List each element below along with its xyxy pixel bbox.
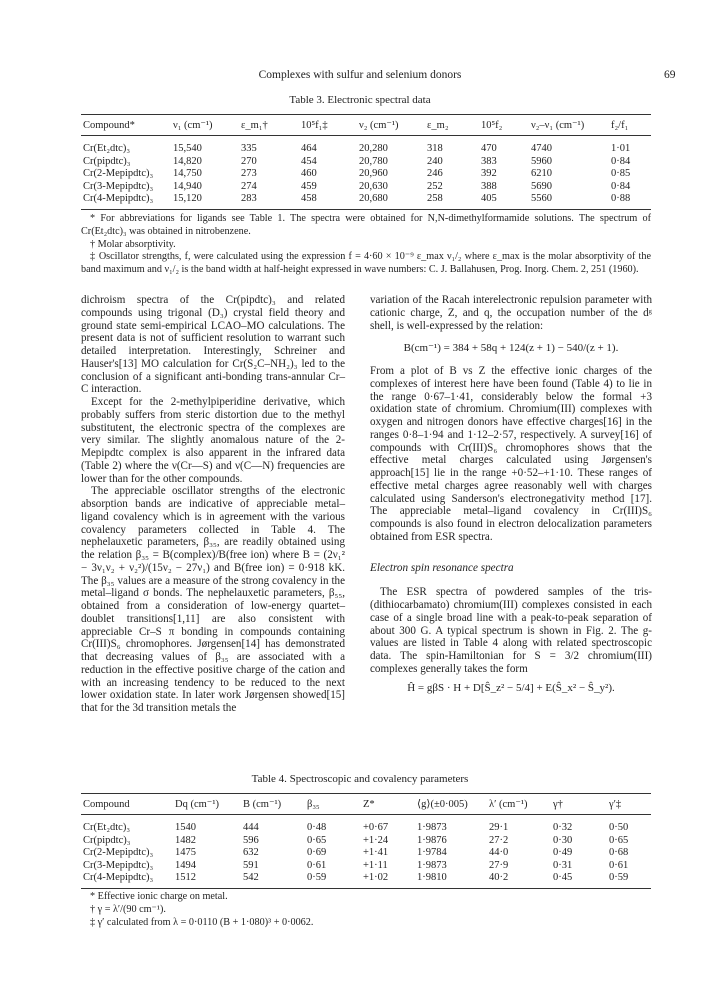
table-row (81, 181, 651, 194)
value-cell: 27·2 (489, 834, 509, 846)
value-cell: 273 (241, 168, 257, 179)
body-paragraph: variation of the Racah interelectronic repulsion parameter with cationic charge, Z, and q, the occupation number of the dᵍ shell, is well-expressed by the relation: (370, 294, 652, 332)
value-cell: 542 (243, 872, 259, 883)
value-cell: 40·2 (489, 872, 509, 883)
value-cell: 20,680 (359, 193, 388, 204)
body-paragraph: The appreciable oscillator strengths of the electronic absorption bands are indicative of appreciable metal–ligand covalency which is in agreement with the various covalency parameters collected in Table 4. The nephelauxetic parameters, β₃₅, are readily obtained using the relation β₃₅ = B(complex)/B(free ion) where B = (2ν₁² − 3ν₁ν₂ + ν₂²)/(15ν₂ − 27ν₁) and B(free ion) = 0·918 kK. The β₃₅ values are a measure of the strong covalency in the metal–ligand σ bonds. The nephelauxetic parameters, β₅₅, obtained from a consideration of low-energy quartet–doublet transitions[1,11] are also consistent with appreciable Cr–S π bonding in compounds containing Cr(III)S₆ chromophores. Jørgensen[14] has demonstrated that decreasing values of β₃₅ are associated with a reduction in the effective positive charge of the cation and with an increasing tendency to be reduced to the next lower oxidation state. In later work Jørgensen showed[15] that for the 3d transition metals the (81, 485, 345, 714)
table-row (81, 168, 651, 181)
value-cell: 405 (481, 193, 497, 204)
column-header: Z* (363, 798, 375, 810)
table4-grid (81, 793, 651, 889)
value-cell: 20,280 (359, 143, 388, 154)
value-cell: 0·65 (609, 834, 629, 846)
value-cell: 258 (427, 193, 443, 204)
table3-grid (81, 114, 651, 210)
value-cell: 1482 (175, 834, 196, 846)
table-row (81, 872, 651, 888)
table3-footnote: † Molar absorptivity. (90, 238, 176, 250)
column-header: β₃₅ (307, 798, 320, 810)
column-header: ν₁ (cm⁻¹) (173, 120, 213, 131)
column-header: γ′‡ (609, 798, 622, 810)
value-cell: +1·11 (363, 859, 388, 871)
value-cell: 44·0 (489, 847, 509, 858)
value-cell: 27·9 (489, 859, 509, 871)
table-row (81, 193, 651, 209)
value-cell: 318 (427, 143, 443, 154)
column-header: Compound* (83, 119, 135, 131)
column-header: γ† (553, 798, 563, 810)
value-cell: 1475 (175, 847, 196, 858)
value-cell: 0·48 (307, 822, 327, 833)
section-heading: Electron spin resonance spectra (370, 561, 514, 574)
value-cell: 14,940 (173, 180, 202, 192)
body-paragraph: From a plot of B vs Z the effective ionic charges of the complexes of interest here have been found (Table 4) to lie in the range 0·67–1·41, considerably below the formal +3 oxidation state of chromium. Chromium(III) complexes with oxygen and nitrogen donors have effective charges[16] in the ranges 0·8–1·94 and 1·12–2·57, respectively. A survey[16] of compounds with Cr(III)S₆ chromophores shows that the effective metal charges calculated using Jørgensen's approach[15] lie in the range +0·52–+1·10. These ranges of effective metal charges agree reasonably well with charges calculated using Sanderson's electronegativity method [17]. The appreciable metal–ligand covalency in Cr(III)S₆ compounds is also found in electron delocalization parameters obtained from ESR spectra. (370, 365, 652, 543)
value-cell: 0·50 (609, 822, 629, 833)
value-cell: 270 (241, 155, 257, 167)
value-cell: 0·61 (609, 859, 629, 871)
compound-cell: Cr(3-Mepipdtc)₃ (83, 180, 154, 192)
table4-header-row (81, 794, 651, 815)
table-row (81, 156, 651, 169)
compound-cell: Cr(pipdtc)₃ (83, 834, 131, 846)
compound-cell: Cr(4-Mepipdtc)₃ (83, 872, 154, 883)
table3-header-row (81, 115, 651, 136)
table-row (81, 815, 651, 835)
value-cell: 458 (301, 193, 317, 204)
value-cell: 1·9810 (417, 872, 447, 883)
body-paragraph: dichroism spectra of the Cr(pipdtc)₃ and related compounds using trigonal (D₃) crystal field theory and ground state semi-empirical LCAO–MO calculations. The present data is not of sufficient resolution to warrant such detailed interpretation. Interestingly, Schreiner and Hauser's[13] MO calculation for Cr(S₂C–NH₂)₃ led to the conclusion of a significant anti-bonding trans-annular Cr–C interaction. (81, 294, 345, 396)
value-cell: 246 (427, 168, 443, 179)
value-cell: 1·9784 (417, 847, 447, 858)
table4-body (81, 815, 651, 889)
table4-footnote: ‡ γ′ calculated from λ = 0·0110 (B + 1·080)³ + 0·0062. (90, 916, 314, 928)
column-header: ⟨g⟩(±0·005) (417, 799, 468, 810)
value-cell: 0·69 (307, 847, 327, 858)
value-cell: 15,120 (173, 193, 202, 204)
value-cell: 29·1 (489, 822, 509, 833)
value-cell: 0·85 (611, 168, 631, 179)
table4-footnote: * Effective ionic charge on metal. (90, 891, 228, 902)
value-cell: 459 (301, 180, 317, 192)
column-header: Dq (cm⁻¹) (175, 799, 219, 810)
table4-footnote: † γ = λ′/(90 cm⁻¹). (90, 903, 166, 915)
value-cell: 1494 (175, 859, 196, 871)
value-cell: 1·9876 (417, 834, 447, 846)
value-cell: 0·88 (611, 193, 631, 204)
value-cell: 470 (481, 143, 497, 154)
table-row (81, 136, 651, 156)
spin-hamiltonian-equation: Ĥ = gβS · H + D[Ŝ_z² − 5/4] + E(Ŝ_x² − Ŝ_y²). (407, 681, 615, 694)
table3-footnote: ‡ Oscillator strengths, f, were calculated using the expression f = 4·60 × 10⁻⁹ ε_max ν₁/₂ where ε_max is the molar absorptivity of the band maximum and ν₁/₂ is the band width at half-height expressed in wave numbers: C. J. Ballahusen, Prog. Inorg. Chem. 2, 251 (1960). (81, 251, 651, 276)
value-cell: 20,780 (359, 155, 388, 167)
value-cell: 274 (241, 180, 257, 192)
running-title: Complexes with sulfur and selenium donors (258, 69, 462, 81)
value-cell: 4740 (531, 143, 552, 154)
table-row (81, 847, 651, 860)
column-header: ε_m₂ (427, 119, 449, 131)
column-header: Compound (83, 798, 130, 810)
value-cell: +1·02 (363, 872, 389, 883)
value-cell: +0·67 (363, 822, 389, 833)
value-cell: 0·84 (611, 155, 631, 167)
column-header: f₂/f₁ (611, 119, 629, 131)
compound-cell: Cr(4-Mepipdtc)₃ (83, 193, 154, 204)
racah-equation: B(cm⁻¹) = 384 + 58q + 124(z + 1) − 540/(z + 1). (403, 342, 619, 355)
value-cell: 0·32 (553, 822, 573, 833)
value-cell: +1·24 (363, 834, 389, 846)
value-cell: 0·68 (609, 847, 629, 858)
value-cell: 240 (427, 155, 443, 167)
compound-cell: Cr(pipdtc)₃ (83, 155, 131, 167)
table4-footnotes (81, 891, 651, 929)
value-cell: 392 (481, 168, 497, 179)
value-cell: 596 (243, 834, 259, 846)
body-paragraph: The ESR spectra of powdered samples of the tris-(dithiocarbamato) chromium(III) complexes consisted in each case of a single broad line with a peak-to-peak separation of about 300 G. A typical spectrum is shown in Fig. 2. The g-values are listed in Table 4 along with related spectroscopic data. The spin-Hamiltonian for S = 3/2 chromium(III) complexes generally takes the form (370, 586, 652, 675)
table3 (81, 114, 651, 210)
value-cell: 0·59 (609, 872, 629, 883)
table3-body (81, 136, 651, 210)
column-header: ν₂–ν₁ (cm⁻¹) (531, 120, 585, 131)
column-header: ε_m₁† (241, 119, 268, 131)
value-cell: 0·30 (553, 834, 573, 846)
value-cell: 5960 (531, 155, 552, 167)
table3-caption: Table 3. Electronic spectral data (289, 94, 431, 106)
compound-cell: Cr(Et₂dtc)₃ (83, 822, 130, 833)
column-header: B (cm⁻¹) (243, 799, 282, 810)
value-cell: 0·45 (553, 872, 573, 883)
value-cell: +1·41 (363, 847, 389, 858)
compound-cell: Cr(2-Mepipdtc)₃ (83, 847, 154, 858)
table4 (81, 793, 651, 889)
value-cell: 464 (301, 143, 317, 154)
table3-footnotes (81, 213, 651, 277)
column-header: 10⁵f₂ (481, 119, 503, 131)
value-cell: 0·84 (611, 180, 631, 192)
table-row (81, 860, 651, 873)
value-cell: 454 (301, 155, 317, 167)
table-row (81, 835, 651, 848)
value-cell: 5690 (531, 180, 552, 192)
value-cell: 0·49 (553, 847, 573, 858)
value-cell: 252 (427, 180, 443, 192)
column-header: 10⁵f₁‡ (301, 119, 328, 131)
left-column (81, 294, 345, 715)
value-cell: 1·9873 (417, 859, 447, 871)
right-column (370, 294, 652, 694)
table3-footnote: * For abbreviations for ligands see Table 1. The spectra were obtained for N,N-dimethylformamide solutions. The spectrum of Cr(Et₂dtc)₃ was obtained in nitrobenzene. (81, 213, 651, 237)
value-cell: 1·01 (611, 143, 631, 154)
value-cell: 1540 (175, 822, 196, 833)
value-cell: 1·9873 (417, 822, 447, 833)
page-number: 69 (664, 69, 676, 81)
body-paragraph: Except for the 2-methylpiperidine derivative, which probably suffers from steric distortion due to the methyl substitutent, the electronic spectra of the complexes are very similar. The slightly anomalous nature of the 2-Mepipdtc complex is also apparent in the infrared data (Table 2) where the ν(Cr—S) and ν(C—N) frequencies are lower than for the other compounds. (81, 396, 345, 485)
column-header: ν₂ (cm⁻¹) (359, 120, 399, 131)
value-cell: 335 (241, 143, 257, 154)
value-cell: 383 (481, 155, 497, 167)
value-cell: 14,750 (173, 168, 202, 179)
value-cell: 5560 (531, 193, 552, 204)
value-cell: 0·61 (307, 859, 327, 871)
table4-caption: Table 4. Spectroscopic and covalency parameters (251, 773, 469, 785)
value-cell: 15,540 (173, 143, 202, 154)
value-cell: 14,820 (173, 155, 202, 167)
compound-cell: Cr(Et₂dtc)₃ (83, 143, 130, 154)
column-header: λ′ (cm⁻¹) (489, 799, 528, 810)
value-cell: 1512 (175, 872, 196, 883)
value-cell: 20,630 (359, 180, 388, 192)
value-cell: 0·31 (553, 859, 573, 871)
value-cell: 20,960 (359, 168, 388, 179)
value-cell: 0·59 (307, 872, 327, 883)
compound-cell: Cr(2-Mepipdtc)₃ (83, 168, 154, 179)
value-cell: 632 (243, 847, 259, 858)
value-cell: 283 (241, 193, 257, 204)
value-cell: 6210 (531, 168, 552, 179)
compound-cell: Cr(3-Mepipdtc)₃ (83, 859, 154, 871)
value-cell: 0·65 (307, 834, 327, 846)
value-cell: 591 (243, 859, 259, 871)
value-cell: 460 (301, 168, 317, 179)
value-cell: 444 (243, 822, 259, 833)
value-cell: 388 (481, 180, 497, 192)
